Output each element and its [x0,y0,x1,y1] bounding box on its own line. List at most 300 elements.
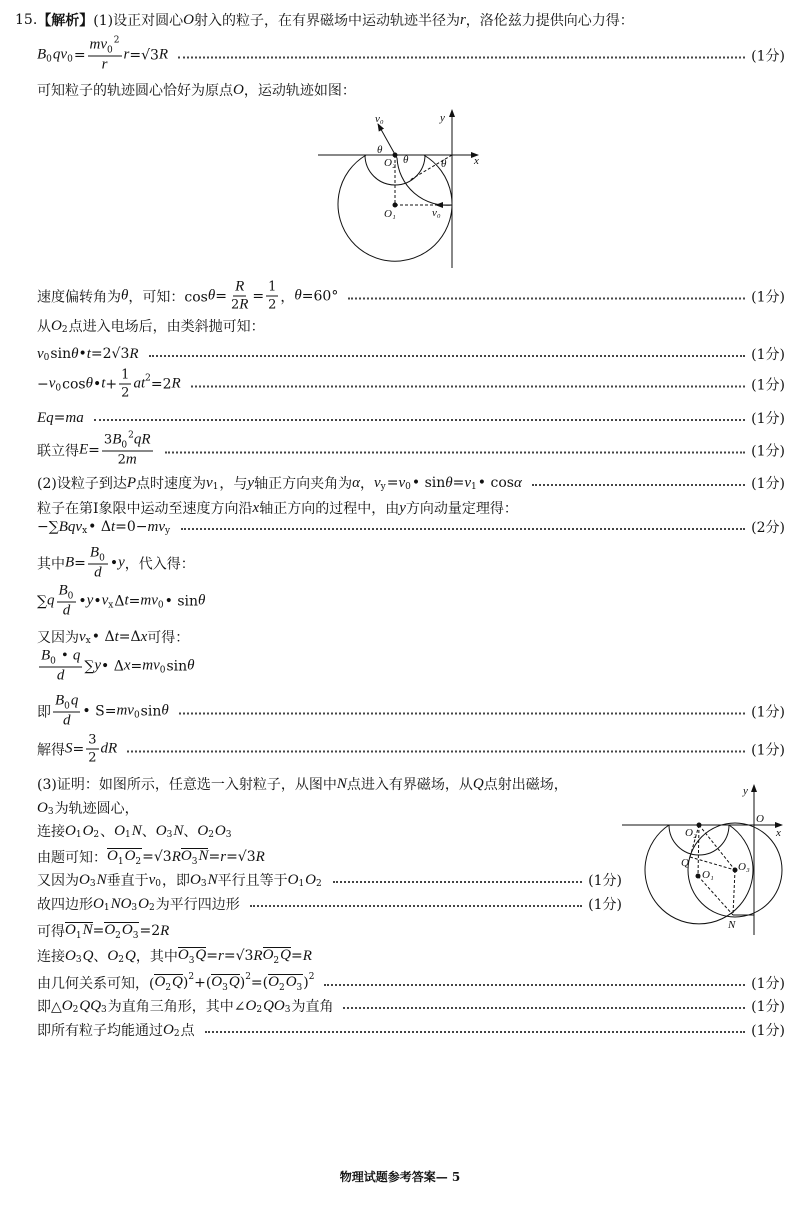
text-run: 其中 [37,556,65,572]
math-symbol: d [62,712,71,729]
score-label: (1分) [751,999,785,1015]
point-O1 [393,203,398,208]
subscript: 3 [75,955,82,965]
numerator [57,583,77,603]
subscript: 3 [89,879,96,889]
math-symbol: qv [52,46,68,63]
fraction [266,279,278,314]
text-run: 连接 [37,949,65,965]
superscript: 2 [188,972,195,982]
dotted-leader [165,451,746,453]
text-run: ) [303,975,309,991]
line-segment [268,974,303,992]
math-symbol: O [65,822,76,839]
text-run: 可得： [147,630,190,646]
math-symbol: v [79,628,86,645]
solution-line [37,946,785,966]
subscript: 3 [200,879,207,889]
text-run: = [206,948,218,964]
text-run: = [92,923,105,939]
math-symbol: x [252,499,260,516]
subscript: 2 [256,1005,263,1015]
subscript: 1 [125,830,131,840]
solution-line [37,80,785,100]
solution-line [37,732,785,767]
subscript: 0 [67,591,74,602]
text-run: 由题可知： [37,850,107,866]
math-symbol: t [124,592,129,609]
text-run: 、 [183,824,198,840]
solution-line [37,473,785,493]
line-segment [181,848,209,866]
fraction [229,279,250,314]
math-symbol: θ [85,375,93,392]
text-run: =0− [115,519,148,535]
text-run: 又因为 [37,873,79,889]
math-symbol: y [399,499,406,516]
text-run: ∑ [84,658,95,674]
equation-text [15,10,634,30]
equation-text [37,316,265,336]
math-symbol: P [126,474,137,491]
label-theta: θ [441,158,447,170]
math-symbol: O [287,871,299,888]
text-run: = [215,288,227,304]
fraction [88,37,122,74]
superscript: 2 [128,430,134,441]
text-run: 轴正方向的过程中，由 [259,501,400,517]
score-label: (1分) [588,873,622,889]
score-label: (1分) [751,476,785,492]
text-run: 3 [88,732,97,748]
fraction [53,693,80,730]
text-run: =( [250,975,269,991]
subscript: 2 [115,931,121,941]
dotted-leader [149,355,746,357]
solution-line [37,1020,785,1040]
text-run: = [208,849,221,865]
text-run: =2 [139,923,161,939]
text-run: 故四边形 [37,897,93,913]
denominator [61,713,73,730]
equation-text [37,432,155,469]
solution-line [37,316,785,336]
subscript: 1 [298,879,305,889]
math-symbol: Q [228,974,240,990]
dotted-leader [532,484,745,486]
subscript: 2 [61,325,68,335]
subscript: 3 [296,983,303,993]
math-symbol: at [133,375,146,392]
subscript: 2 [72,1005,79,1015]
math-symbol: θ [187,657,195,674]
math-symbol: N [173,822,184,839]
math-symbol: Q [195,947,207,963]
fraction [119,367,131,402]
math-symbol: B [58,582,68,599]
math-symbol: N [336,775,347,792]
math-symbol: N [198,848,209,864]
equation-text [37,1020,195,1040]
text-run: sin [140,703,162,719]
text-run: 、 [100,824,115,840]
numerator [88,545,108,565]
denominator [119,385,131,402]
solution-line [37,367,785,402]
text-run: 15. [15,12,38,28]
text-run: ，洛伦兹力提供向心力得： [465,13,634,29]
subscript: 0 [155,879,161,889]
line-segment [107,848,142,866]
dotted-leader [94,419,745,421]
math-symbol: R [255,848,265,865]
denominator [266,297,278,314]
equation-text [37,774,568,794]
text-run: 2 [121,385,130,401]
text-run: ) [239,975,246,991]
denominator [55,668,67,685]
math-symbol: O [114,822,125,839]
math-symbol: r [459,11,466,28]
math-symbol: r [123,46,130,63]
score-label: (1分) [751,289,785,305]
dotted-leader [343,1007,745,1009]
math-symbol: q [72,647,81,664]
math-symbol: O [305,871,317,888]
math-symbol: O [104,922,116,938]
superscript: 2 [113,35,120,46]
text-run: • [92,376,102,392]
text-run: 、 [93,949,108,965]
math-symbol: mv [147,518,166,535]
text-run: ，其中 [135,949,178,965]
math-symbol: B [65,554,75,571]
math-symbol: O [180,848,192,864]
line-segment [211,974,239,992]
math-symbol: Q [472,775,484,792]
text-run: =2√3 [90,346,130,362]
math-symbol: QQ [79,997,102,1014]
math-symbol: N [82,922,93,938]
text-run: 连接 [37,824,65,840]
math-symbol: r [101,56,108,73]
math-symbol: E [79,441,89,458]
subscript: 0 [121,440,128,451]
math-symbol: O [107,947,119,964]
text-run: = [252,288,265,304]
math-symbol: Q [172,974,183,990]
equation-text [37,519,171,536]
text-run: 2 [117,452,126,468]
solution-line [15,10,785,30]
subscript: y [165,526,171,536]
subscript: 0 [157,600,164,610]
dotted-leader [250,905,582,907]
subscript: 2 [173,1029,180,1039]
text-run: 射入的粒子，在有界磁场中运动轨迹半径为 [193,13,460,29]
solution-line [37,870,622,890]
text-run: • [78,593,87,609]
equation-text [37,921,169,941]
text-run: = [88,442,100,458]
label-O1: O₁ [702,869,714,881]
text-run: ∑ [37,593,47,609]
text-run: 由几何关系可知，( [37,976,155,992]
text-run: 为直角三角形，其中∠ [107,999,246,1015]
math-symbol: R [129,345,139,362]
score-label: (1分) [751,48,785,64]
text-run: ， [280,289,295,305]
subscript: 2 [93,830,100,840]
equation-text [37,847,265,867]
subscript: 0 [55,383,62,393]
text-run: 速度偏转角为 [37,289,121,305]
subscript: 2 [135,857,142,867]
text-run: = [291,948,303,964]
subscript: 0 [159,665,166,675]
math-symbol: O [155,822,167,839]
math-symbol: θ [294,287,302,304]
math-symbol: Q [82,947,94,964]
math-symbol: R [171,375,181,392]
score-label: (1分) [751,411,785,427]
solution-line [37,996,785,1016]
text-run: 方向动量定理得： [405,501,518,517]
subscript: 2 [316,879,322,889]
subscript: 0 [405,482,411,492]
score-label: (1分) [751,976,785,992]
text-run: = [53,410,66,426]
subscript: 3 [191,857,198,867]
text-run: (2)设粒子到达 [37,476,127,492]
subscript: 3 [131,903,138,913]
math-symbol: O [163,1021,174,1038]
label-O2: O₂ [384,157,396,169]
denominator [61,603,73,620]
text-run: cos [62,376,86,392]
math-symbol: N [96,871,107,888]
score-label: (1分) [588,897,622,913]
text-run: − [37,376,49,392]
math-symbol: q [47,592,55,609]
text-run: • Δ [101,658,124,674]
math-symbol: S [65,740,73,757]
solution-line [37,693,785,730]
text-run: 2 [88,750,97,766]
text-run: Δ [114,593,125,609]
subscript: 2 [149,903,155,913]
dotted-leader [179,712,745,714]
math-symbol: θ [71,345,79,362]
numerator [102,432,153,452]
text-run: =Δ [118,629,141,645]
math-symbol: Eq [37,409,54,426]
math-symbol: r [220,848,227,865]
equation-text [37,473,522,493]
fraction [88,545,108,582]
math-symbol: O [93,895,104,912]
math-symbol: O [183,11,194,28]
subscript: y [380,482,386,492]
math-symbol: t [101,375,106,392]
math-symbol: v [148,871,156,888]
math-symbol: O [65,922,76,938]
text-run: 1 [268,279,277,295]
math-symbol: m [125,451,137,468]
numerator [53,693,80,713]
math-symbol: Bqv [58,518,83,535]
subscript: 1 [75,830,82,840]
solution-line [37,973,785,993]
denominator [100,57,110,74]
math-symbol: d [62,602,71,619]
text-run: 点进入有界磁场，从 [346,777,473,793]
superscript: 2 [245,972,251,982]
math-symbol: O [190,871,201,888]
text-run: 点进入电场后，由类斜抛可知： [68,319,265,335]
text-run: ) [182,975,189,991]
equation-text [37,996,333,1016]
math-symbol: θ [207,287,216,304]
subscript: 3 [132,931,139,941]
text-run: ， [359,476,374,492]
dotted-leader [348,297,745,299]
dotted-leader [324,984,745,986]
subscript: 0 [67,54,73,64]
math-symbol: mv [140,592,158,609]
text-run: 为直角 [291,999,334,1015]
subscript: 2 [208,830,214,840]
subscript: 1 [471,482,477,492]
page-footer: 物理试题参考答案— 5 [339,1170,461,1184]
solution-line [37,648,785,685]
math-symbol: O [262,947,274,963]
solution-line [37,37,785,74]
math-symbol: α [352,474,360,491]
math-symbol: O [82,822,94,839]
fraction [39,648,82,685]
math-symbol: R [239,296,249,313]
math-symbol: R [302,947,312,964]
math-symbol: v [48,375,56,392]
math-symbol: mv [116,702,134,719]
text-run: • cos [477,475,514,491]
subscript: 1 [75,931,82,941]
text-run: = [130,658,143,674]
math-symbol: B [112,431,122,448]
math-symbol: R [158,46,169,63]
equation-text [37,367,181,402]
math-symbol: θ [121,287,129,304]
subscript: 0 [50,656,56,667]
math-symbol: R [253,947,263,964]
text-run: • Δ [91,629,115,645]
math-symbol: O [233,81,244,98]
text-run: =√3 [142,849,172,865]
solution-line [37,517,785,537]
text-run: + [105,376,118,392]
equation-text [37,894,240,914]
subscript: 3 [47,807,54,817]
subscript: 3 [188,956,195,966]
math-symbol: R [235,278,245,295]
text-run: • sin [411,475,446,491]
equation-text [37,732,117,767]
math-symbol: ma [65,409,84,426]
figure-2-proof-diagram [615,780,800,940]
numerator [266,279,278,297]
math-symbol: O [124,848,136,864]
text-run: ，运动轨迹如图： [243,83,356,99]
text-run: 为平行四边形 [155,897,240,913]
subscript: 3 [284,1005,291,1015]
label-O3: O₃ [738,861,750,873]
text-run: sin [166,658,188,674]
subscript: x [108,600,114,610]
text-run: =√3 [226,849,256,865]
line-segment [154,974,182,992]
text-run: 可得 [37,924,65,940]
text-run: 2 [268,297,277,313]
denominator [116,452,139,469]
score-label: (1分) [751,347,785,363]
text-run: +( [194,975,212,991]
math-symbol: v [206,474,213,491]
text-run: =60° [301,288,339,304]
math-symbol: N [207,871,218,888]
math-symbol: mv [142,657,160,674]
math-symbol: O [268,974,279,990]
subscript: x [85,636,91,646]
solution-line [37,583,785,620]
text-run: • [78,346,87,362]
score-label: (1分) [751,742,785,758]
math-symbol: qR [133,431,151,448]
math-symbol: O [138,895,149,912]
equation-text [37,946,312,966]
fraction [86,732,98,767]
text-run: =√3 [129,47,159,63]
score-label: (2分) [751,520,785,536]
subscript: x [82,526,88,536]
text-run: =2 [150,376,172,392]
text-run: • Δ [88,519,111,535]
math-symbol: x [140,628,148,645]
subscript: 2 [165,983,172,993]
text-run: 即所有粒子均能通过 [37,1023,163,1039]
solution-line [37,344,785,364]
text-run: = [452,475,465,491]
text-run: ，与 [219,476,248,492]
text-run: • S= [82,703,117,719]
line-segment [263,947,291,965]
score-label: (1分) [751,1023,785,1039]
subscript: 1 [117,857,124,867]
math-symbol: Q [280,947,291,963]
math-symbol: N [131,822,142,839]
text-run: 轴正方向夹角为 [254,476,353,492]
text-run: 粒子在第Ⅰ象限中运动至速度方向沿 [37,501,253,517]
math-symbol: dR [100,740,118,757]
text-run: 、 [141,824,156,840]
subscript: 2 [118,955,124,965]
text-run: • [93,593,102,609]
math-symbol: α [513,474,522,491]
math-symbol: O [214,822,226,839]
label-y: y [440,112,445,124]
math-symbol: q [70,692,79,709]
subscript: 0 [107,45,113,56]
